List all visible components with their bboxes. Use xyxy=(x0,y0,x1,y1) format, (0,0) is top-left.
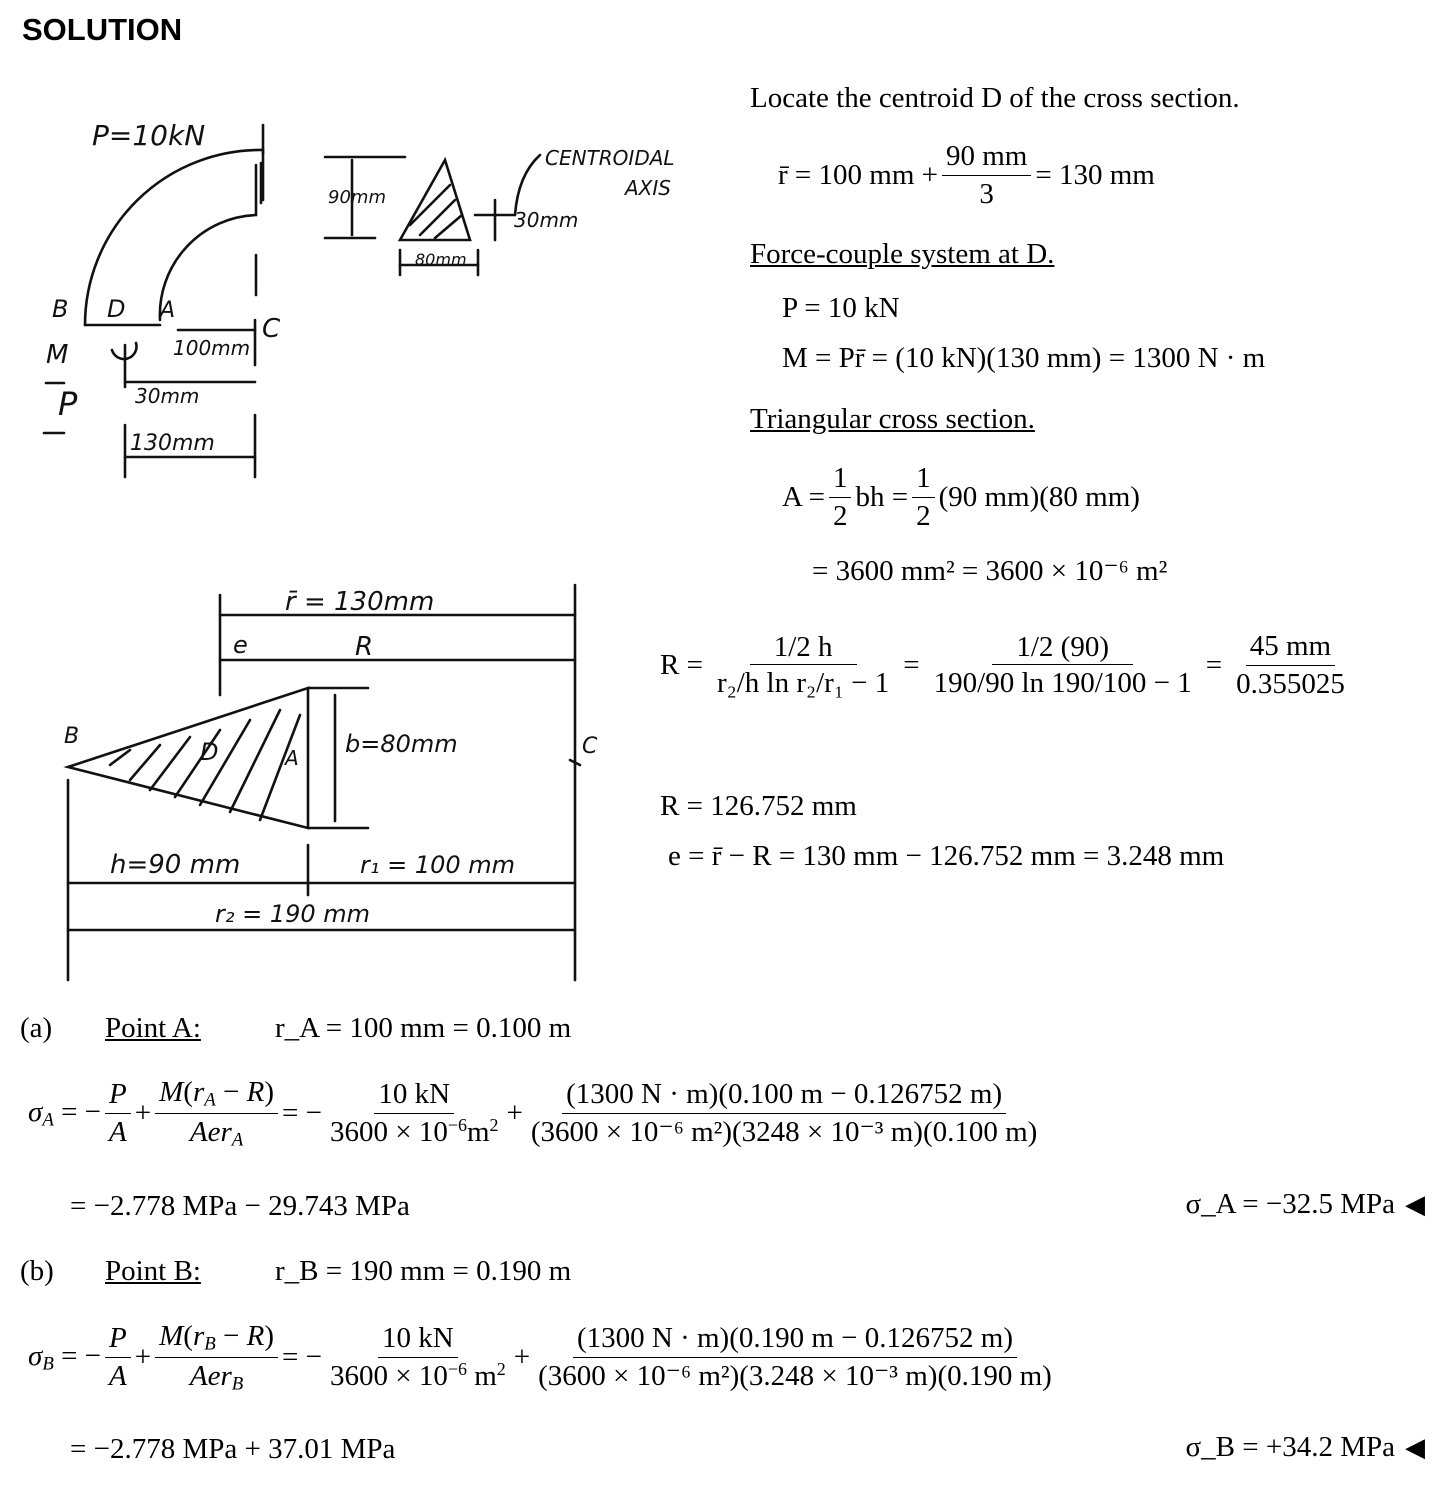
moment-label: M xyxy=(46,340,69,370)
dim-90: 90mm xyxy=(328,187,386,208)
point-d-bottom: D xyxy=(200,738,219,766)
sigma-a-answer: σ_A = −32.5 MPa ◀ xyxy=(1185,1188,1425,1220)
sigma-a-sum: = −2.778 MPa − 29.743 MPa xyxy=(70,1190,410,1222)
h-dim-label: h=90 mm xyxy=(110,850,241,880)
area-lhs: A = xyxy=(782,481,825,514)
dim-80: 80mm xyxy=(415,250,467,269)
r1-dim-label: r₁ = 100 mm xyxy=(360,851,516,879)
e-result: e = r̄ − R = 130 mm − 126.752 mm = 3.248 mm xyxy=(668,840,1225,872)
dim-30: 30mm xyxy=(135,384,200,408)
triangular-heading: Triangular cross section. xyxy=(750,403,1035,435)
r-lhs: R = xyxy=(660,649,703,682)
sigma-a-equation: $\sigma_A$ = − $\frac{P}{A}$ + $\frac{M(r_A - R)}{Aer_A}$ = − $\frac{10 kN}{3600 \times 10^{-6}m^2}$ + $\frac{(1300 N \cdot m)(0.100 m - 0.126752 m)}{\text{(3600 × 10⁻⁶ m²)(3248 × 10⁻³ m)(0.100 m)}}$ xyxy=(28,1076,1045,1152)
sigma-b-term1: $\frac{10 kN}{3600 \times 10^{-6} m^2}$ xyxy=(330,1322,506,1393)
r-result: R = 126.752 mm xyxy=(660,790,857,822)
half-fraction-1: $\frac{1}{2}$ xyxy=(829,462,852,534)
area-line-2: = 3600 mm² = 3600 × 10⁻⁶ m² xyxy=(812,555,1168,587)
part-b-point: Point B: xyxy=(105,1255,201,1287)
sigma-a-term1: $\frac{10 kN}{3600 \times 10^{-6}m^2}$ xyxy=(330,1078,499,1149)
cross-section-sketch xyxy=(30,575,640,985)
solution-heading: SOLUTION xyxy=(22,12,183,47)
part-b-r: r_B = 190 mm = 0.190 m xyxy=(275,1255,572,1287)
curved-bar-sketch xyxy=(30,105,740,495)
rbar-num: 90 mm xyxy=(942,140,1031,176)
intro-text: Locate the centroid D of the cross section. xyxy=(750,82,1240,114)
point-d-top: D xyxy=(107,295,126,323)
point-c-top: C xyxy=(262,314,281,344)
b-dim-label: b=80mm xyxy=(345,730,458,758)
rbar-label: r̄ = 130mm xyxy=(285,587,435,617)
sigma-a-term2: $\frac{(1300 N \cdot m)(0.100 m - 0.126752 m)}{\text{(3600 × 10⁻⁶ m²)(3248 × 10⁻³ m)(0.100 m)}}$ xyxy=(530,1078,1038,1149)
r-label: R xyxy=(355,632,374,662)
r2-dim-label: r₂ = 190 mm xyxy=(215,900,371,928)
rbar-fraction xyxy=(942,140,1031,212)
dim-100: 100mm xyxy=(173,336,251,360)
rbar-rhs: = 130 mm xyxy=(1035,159,1155,192)
rbar-equation xyxy=(778,140,1155,212)
r-den-2: 190/90 ln 190/100 − 1 xyxy=(933,667,1192,700)
axis-label: AXIS xyxy=(625,176,671,200)
dim-130: 130mm xyxy=(130,431,215,456)
centroidal-label: CENTROIDAL xyxy=(545,146,675,170)
load-label: P=10kN xyxy=(92,119,206,152)
area-mid: bh = xyxy=(855,481,909,514)
area-equation xyxy=(782,462,1140,534)
part-a-label: (a) xyxy=(20,1012,53,1044)
r-equation: R = $\frac{1/2 h}{\text{r₂/h ln r₂/r₁ − 1}}$ = $\frac{1/2 (90)}{190/90 \ln 190/100 - 1}$ = $\frac{45 mm}{0.355025}$ xyxy=(660,630,1359,702)
point-a-top: A xyxy=(160,298,176,323)
r-fraction-1: $\frac{1/2 h}{\text{r₂/h ln r₂/r₁ − 1}}$ xyxy=(716,631,890,700)
sigma-b-sum: = −2.778 MPa + 37.01 MPa xyxy=(70,1433,396,1465)
point-b-bottom: B xyxy=(64,724,80,749)
force-label: P xyxy=(58,385,78,423)
dim-30b: 30mm xyxy=(514,208,579,232)
point-a-bottom: A xyxy=(285,746,299,770)
r-fraction-3: $\frac{45 mm}{0.355025}$ xyxy=(1236,630,1345,701)
area-rhs: (90 mm)(80 mm) xyxy=(938,481,1140,514)
m-line: M = Pr̄ = (10 kN)(130 mm) = 1300 N · m xyxy=(782,342,1266,374)
p-line: P = 10 kN xyxy=(782,292,900,324)
r-fraction-2: $\frac{1/2 (90)}{190/90 \ln 190/100 - 1}$ xyxy=(930,631,1196,701)
part-a-point: Point A: xyxy=(105,1012,201,1044)
half-fraction-2: $\frac{1}{2}$ xyxy=(912,462,935,534)
sigma-b-equation: $\sigma_B$ = − $\frac{P}{A}$ + $\frac{M(r_B - R)}{Aer_B}$ = − $\frac{10 kN}{3600 \times 10^{-6} m^2}$ + $\frac{(1300 N \cdot m)(0.190 m - 0.126752 m)}{\text{(3600 × 10⁻⁶ m²)(3.248 × 10⁻³ m)(0.190 m)}}$ xyxy=(28,1320,1060,1396)
point-c-bottom: C xyxy=(582,734,598,759)
force-couple-heading: Force-couple system at D. xyxy=(750,238,1055,270)
part-b-label: (b) xyxy=(20,1255,54,1287)
sigma-b-answer: σ_B = +34.2 MPa ◀ xyxy=(1185,1431,1425,1463)
e-label: e xyxy=(233,631,248,659)
part-a-r: r_A = 100 mm = 0.100 m xyxy=(275,1012,572,1044)
rbar-lhs: r̄ = 100 mm + xyxy=(778,159,938,192)
rbar-den: 3 xyxy=(979,178,994,211)
point-b-top: B xyxy=(52,295,69,323)
sigma-b-term2: $\frac{(1300 N \cdot m)(0.190 m - 0.126752 m)}{\text{(3600 × 10⁻⁶ m²)(3.248 × 10⁻³ m)(0.190 m)}}$ xyxy=(538,1322,1052,1393)
